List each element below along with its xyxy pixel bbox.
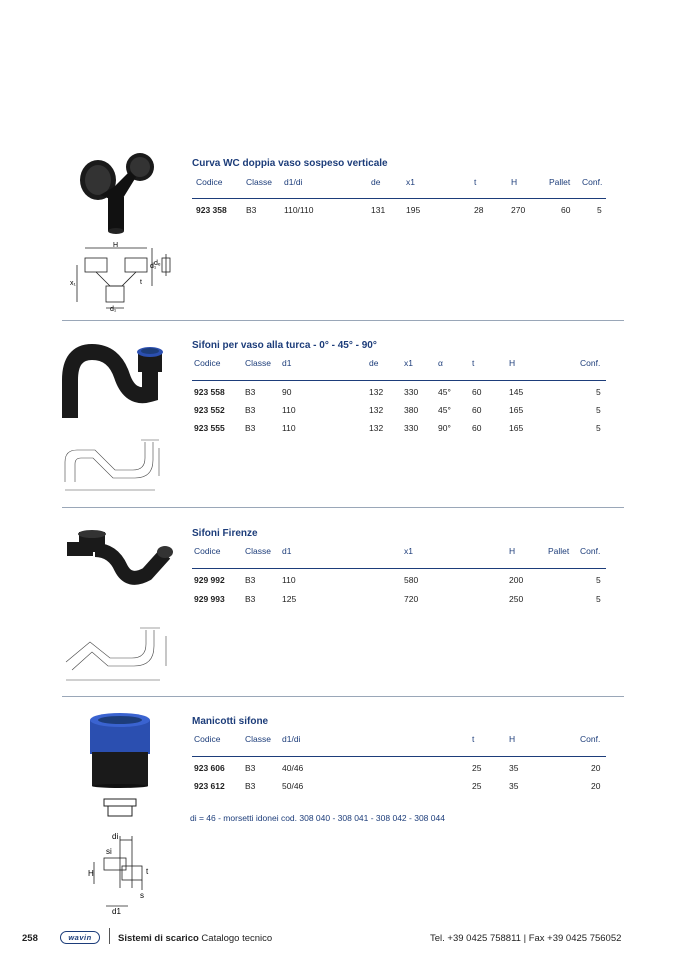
table-row: 923 558 B3 90 132 330 45° 60 145 5 — [194, 387, 601, 397]
col-conf: Conf. — [580, 734, 601, 744]
cell-de: 131 — [371, 205, 386, 215]
col-classe: Classe — [245, 546, 271, 556]
cell-codice: 923 358 — [196, 205, 227, 215]
footer-title: Sistemi di scarico Catalogo tecnico — [118, 933, 273, 944]
section-divider — [62, 696, 624, 697]
col-t: t — [472, 358, 475, 368]
table-rule — [192, 756, 606, 757]
diagram-label-H: H — [113, 242, 119, 249]
diagram-label-t: t — [140, 279, 142, 286]
section-title: Sifoni per vaso alla turca - 0° - 45° - 90° — [192, 340, 377, 351]
col-pallet: Pallet — [549, 177, 571, 187]
col-classe: Classe — [245, 358, 271, 368]
table-header — [0, 177, 677, 191]
col-d1: d1 — [282, 358, 292, 368]
table-row: 923 555 B3 110 132 330 90° 60 165 5 — [194, 423, 601, 433]
diagram-label-t: t — [146, 867, 149, 876]
col-conf: Conf. — [582, 177, 603, 187]
col-x1: x1 — [406, 177, 415, 187]
cell-pallet: 60 — [561, 205, 571, 215]
col-conf: Conf. — [580, 358, 601, 368]
table-row: 929 993 B3 125 720 250 5 — [194, 594, 601, 604]
section-title: Sifoni Firenze — [192, 528, 258, 539]
table-rule — [192, 568, 606, 569]
table-row — [0, 205, 677, 219]
col-alpha: α — [438, 358, 443, 368]
cell-h: 270 — [511, 205, 526, 215]
section-divider — [62, 507, 624, 508]
cell-conf: 5 — [597, 205, 602, 215]
footnote: di = 46 - morsetti idonei cod. 308 040 - 308 041 - 308 042 - 308 044 — [190, 813, 445, 823]
col-codice: Codice — [194, 358, 221, 368]
col-codice: Codice — [194, 546, 221, 556]
diagram-label-de: dₑ — [154, 260, 161, 267]
footer-divider — [109, 928, 110, 944]
table-header — [0, 734, 677, 748]
diagram-label-H: H — [88, 869, 94, 878]
section-divider — [62, 320, 624, 321]
technical-drawing-sifone-turca — [55, 432, 170, 494]
cell-d1di: 110/110 — [284, 205, 314, 215]
table-row: 923 606 B3 40/46 25 35 20 — [194, 763, 601, 773]
section-title: Manicotti sifone — [192, 716, 269, 727]
col-de: de — [369, 358, 379, 368]
col-h: H — [511, 177, 518, 187]
table-rule — [192, 198, 606, 199]
col-classe: Classe — [246, 177, 272, 187]
table-row: 929 992 B3 110 580 200 5 — [194, 575, 601, 585]
col-h: H — [509, 734, 516, 744]
col-codice: Codice — [196, 177, 223, 187]
col-pallet: Pallet — [548, 546, 570, 556]
col-t: t — [472, 734, 475, 744]
table-row: 923 552 B3 110 132 380 45° 60 165 5 — [194, 405, 601, 415]
col-d1di: d1/di — [284, 177, 303, 187]
section-title: Curva WC doppia vaso sospeso verticale — [192, 158, 388, 169]
page-number: 258 — [22, 933, 38, 944]
col-x1: x1 — [404, 358, 413, 368]
table-header — [0, 358, 677, 372]
diagram-label-si: si — [106, 847, 112, 856]
col-h: H — [509, 546, 516, 556]
col-conf: Conf. — [580, 546, 601, 556]
diagram-label-di: di — [112, 832, 119, 841]
technical-drawing-sifone-firenze — [60, 622, 180, 684]
col-x1: x1 — [404, 546, 413, 556]
col-codice: Codice — [194, 734, 221, 744]
table-rule — [192, 380, 606, 381]
diagram-label-d1: d1 — [112, 907, 121, 916]
technical-drawing-curva-wc — [70, 240, 185, 312]
page-footer — [0, 926, 677, 950]
col-de: de — [371, 177, 381, 187]
col-classe: Classe — [245, 734, 271, 744]
col-d1: d1 — [282, 546, 292, 556]
cell-classe: B3 — [246, 205, 257, 215]
cell-x1: 195 — [406, 205, 421, 215]
drawing-manicotto-small — [100, 797, 140, 819]
footer-contact: Tel. +39 0425 758811 | Fax +39 0425 756052 — [430, 933, 622, 944]
diagram-label-x1: x₁ — [70, 280, 76, 287]
diagram-label-s: s — [140, 891, 144, 900]
col-d1di: d1/di — [282, 734, 301, 744]
table-header — [0, 546, 677, 560]
diagram-label-d1: d₁ — [150, 263, 157, 270]
cell-t: 28 — [474, 205, 484, 215]
wavin-logo: wavin — [60, 931, 100, 944]
col-h: H — [509, 358, 516, 368]
table-row: 923 612 B3 50/46 25 35 20 — [194, 781, 601, 791]
diagram-label-d1-bottom: d₁ — [110, 306, 117, 312]
technical-drawing-manicotto — [82, 828, 162, 916]
col-t: t — [474, 177, 477, 187]
